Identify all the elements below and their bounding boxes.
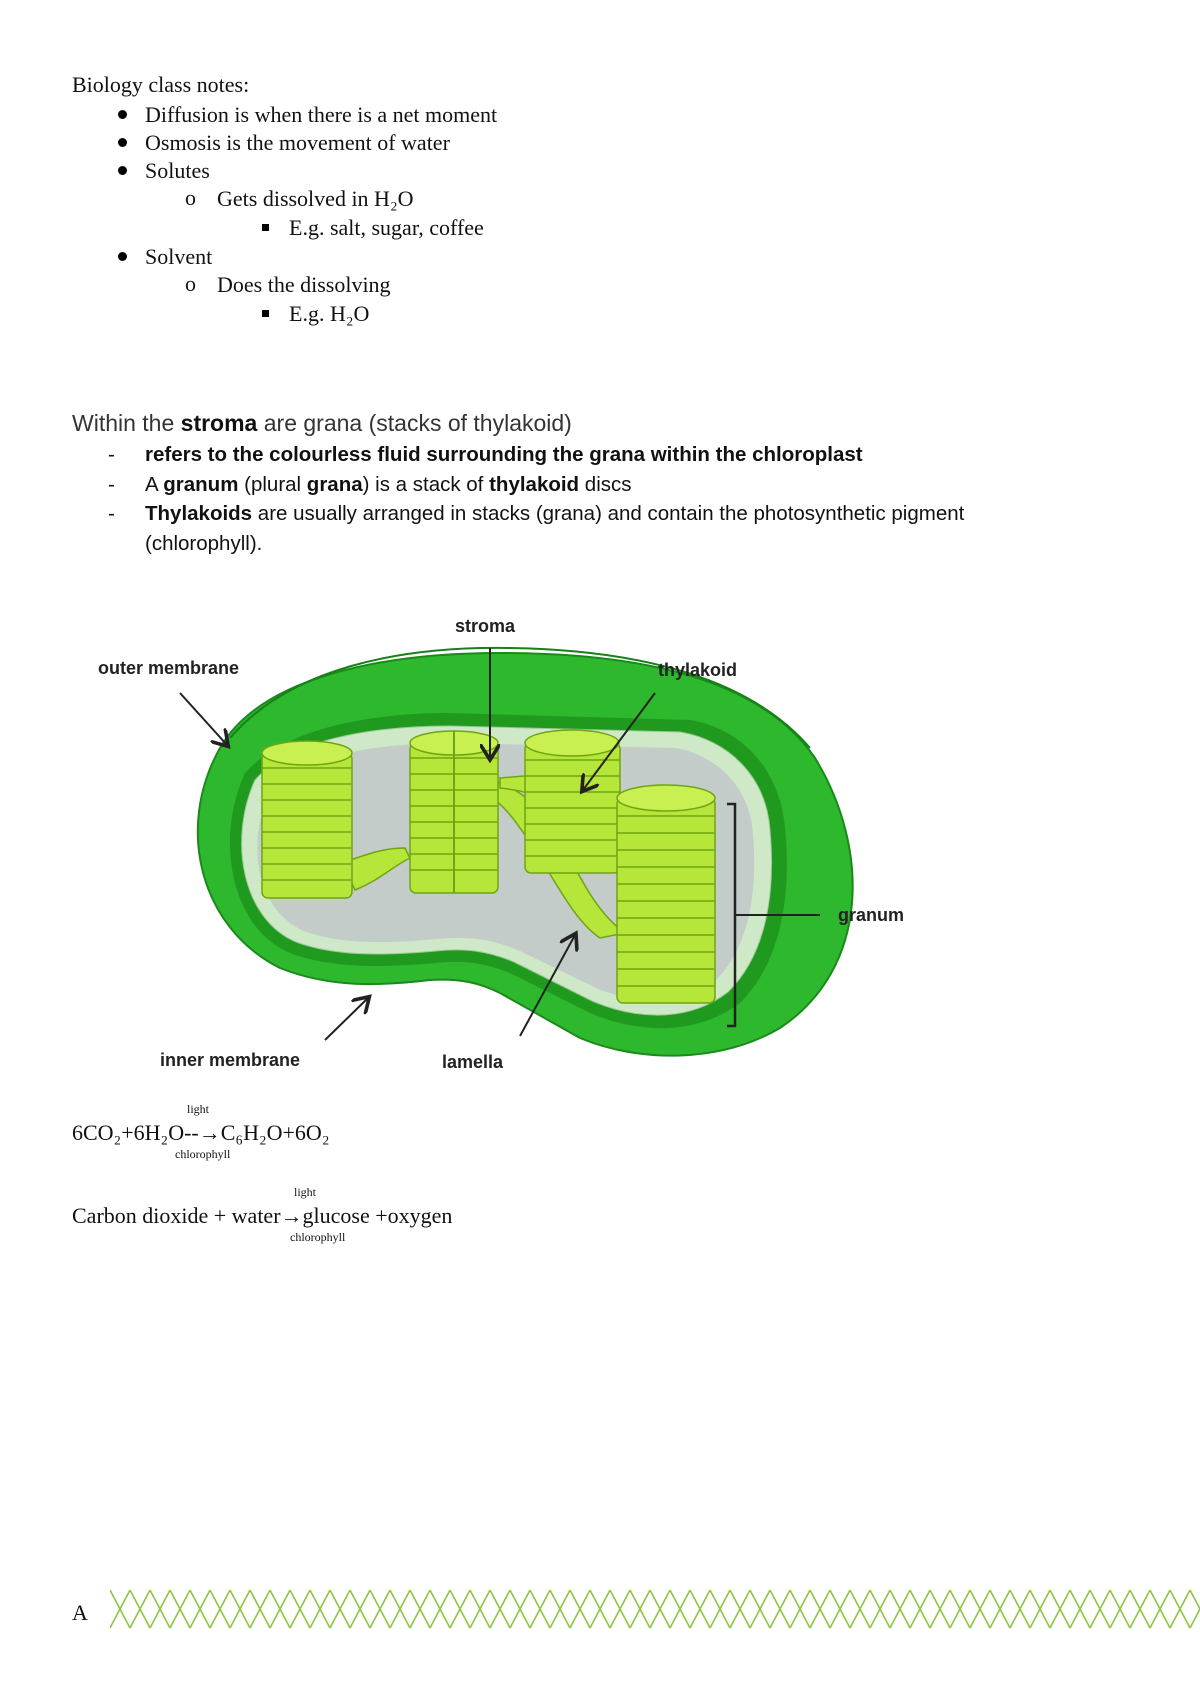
sub-bullet-text: Gets dissolved in H₂O [217,186,414,211]
label-thylakoid: thylakoid [658,660,738,680]
sub-bullet-item [185,271,391,298]
dash-marker: - [108,443,115,466]
label-outer-membrane: outer membrane [98,658,240,678]
bullet-dot [118,166,127,175]
bullet-item [145,158,210,184]
bullet-text: Solvent [145,244,213,269]
bullet-text: Osmosis is the movement of water [145,130,450,155]
dash-text: (plural [238,472,307,496]
subsub-bullet-text: E.g. H₂O [289,301,370,326]
inner-membrane-arrow [325,998,368,1040]
bullet-item [145,244,212,270]
footer-lattice-pattern [110,1588,1200,1632]
label-stroma: stroma [455,616,516,636]
heading-text: Within the [72,410,181,436]
dash-text: ) is a stack of [362,472,490,496]
bullet-dot [118,110,127,119]
dash-text: refers to the colourless fluid surrounding the grana within the chloroplast [145,443,863,466]
bullet-text: Diffusion is when there is a net moment [145,102,498,127]
subsub-bullet-text: E.g. salt, sugar, coffee [289,215,484,240]
equation2-arrow: → [280,1203,303,1228]
sub-bullet-text: Does the dissolving [217,272,391,297]
dash-text-bold: grana [306,472,363,496]
equation2-left: Carbon dioxide + water [72,1203,281,1228]
dash-text: are usually arranged in stacks (grana) and contain the photosynthetic pigment (chlorophyll). [145,502,965,555]
granum-stack-left [262,741,352,898]
outer-membrane-arrow [180,693,227,745]
label-lamella: lamella [442,1052,504,1072]
dash-marker: - [108,472,115,496]
heading-bold-text: stroma [180,410,258,436]
dash-item [108,440,1048,470]
equation1-main: 6CO₂+6H₂O--→C₆H₂O+6O₂ [72,1120,330,1145]
label-granum: granum [838,905,905,925]
bullet-text: Solutes [145,158,210,183]
sub-bullet-marker: o [185,185,196,210]
bullet-dot [118,138,127,147]
dash-text-bold: granum [163,472,239,496]
chloroplast-diagram [80,608,940,1078]
heading-text: are grana (stacks of thylakoid) [257,410,572,436]
bullet-dot [118,252,127,261]
notes-title: Biology class notes: [72,72,250,97]
square-bullet [262,224,269,231]
footer-letter: A [72,1600,88,1625]
subsub-bullet-item [289,215,484,241]
square-bullet [262,310,269,317]
sub-bullet-item [185,185,414,212]
dash-item [108,499,1048,558]
granum-stack-front [617,785,715,1003]
subsub-bullet-item [289,301,369,327]
dash-text-bold: thylakoid [489,472,580,496]
equation2-below-label: chlorophyll [290,1230,346,1244]
dash-text: A [145,472,164,496]
granum-stack-top [525,730,620,873]
stroma-dash-list [108,440,1048,558]
stroma-heading [72,410,572,437]
dash-item [108,470,1048,500]
equation2-above-label: light [294,1185,317,1199]
dash-marker: - [108,502,115,525]
dash-text-bold: Thylakoids [145,502,253,525]
bullet-item [145,130,450,156]
bullet-item [145,102,497,128]
equation2-right: glucose +oxygen [302,1203,453,1228]
granum-stack-cut [410,731,498,893]
dash-text: discs [579,472,632,496]
label-inner-membrane: inner membrane [160,1050,301,1070]
equation2-main [72,1203,452,1229]
sub-bullet-marker: o [185,271,196,296]
equation1-below-label: chlorophyll [175,1147,231,1161]
equation1-above-label: light [187,1102,210,1116]
